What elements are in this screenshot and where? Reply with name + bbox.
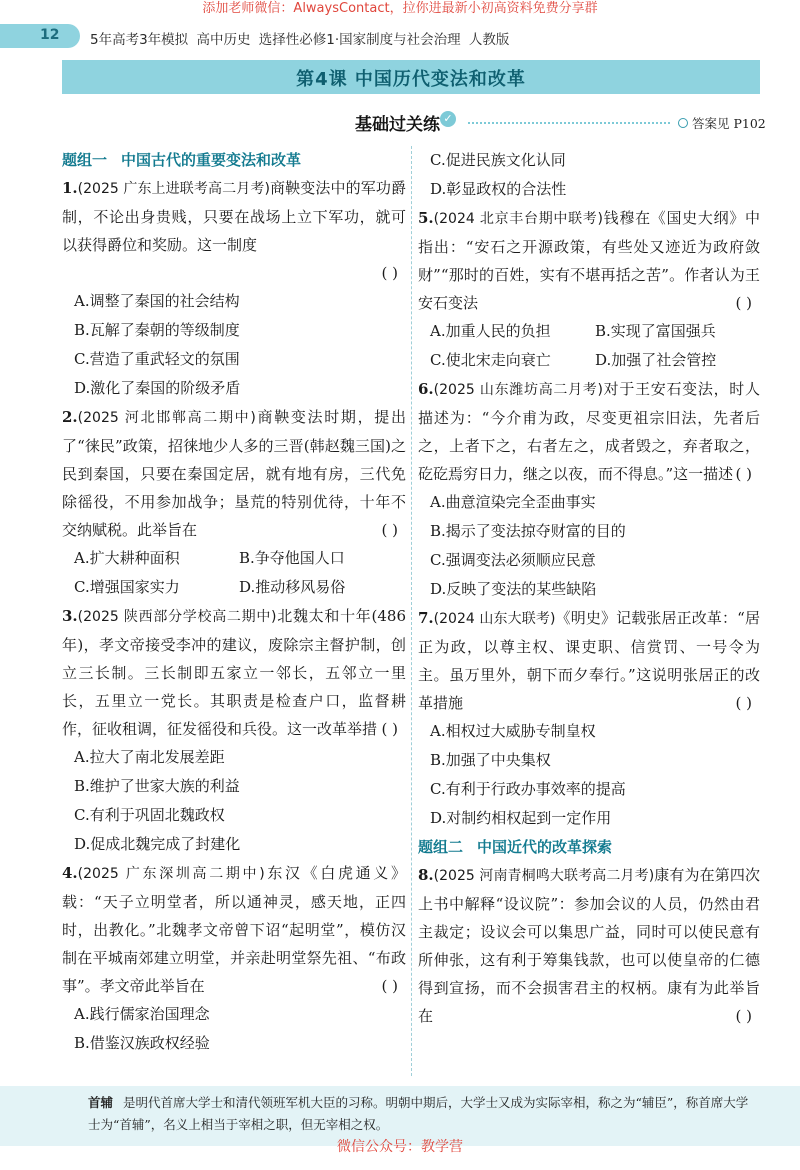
question-number: 5. [418, 209, 434, 227]
option-b[interactable]: B.瓦解了秦朝的等级制度 [74, 321, 240, 339]
answer-blank[interactable]: ( ) [735, 694, 752, 712]
question-source: (2024 山东大联考) [433, 611, 556, 627]
answer-blank[interactable]: ( ) [381, 521, 398, 539]
question-text: 钱穆在《国史大纲》中指出：“安石之开源政策，有些处又迹近为政府敛财”“那时的百姓，实有不堪再括之苦”。作者认为王安石变法 [418, 209, 760, 312]
header-text: 5年高考3年模拟 高中历史 选择性必修1·国家制度与社会治理 人教版 [90, 32, 510, 48]
question-text: 《明史》记载张居正改革：“居正为政，以尊主权、课吏职、信赏罚、一号令为主。虽万里外，朝下而夕奉行。”这说明张居正的改革措施 [418, 609, 760, 712]
option-b[interactable]: B.实现了富国强兵 [595, 322, 716, 340]
option-d[interactable]: D.加强了社会管控 [595, 351, 717, 369]
badge-icon: ✓ [440, 111, 456, 127]
question-text: 康有为在第四次上书中解释“设议院”：参加会议的人员，仍然由君主裁定；设议会可以集思广益，同时可以使民意有所伸张，这有利于筹集钱款，也可以使皇帝的仁德得到宣扬，而不会损害君主的权柄。康有为此举旨在 [418, 866, 760, 1025]
dotted-divider [468, 122, 670, 124]
question-4 [62, 859, 406, 1058]
question-source: (2024 北京丰台期中联考) [433, 211, 603, 227]
option-b[interactable]: B.揭示了变法掠夺财富的目的 [430, 522, 626, 540]
option-d[interactable]: D.对制约相权起到一定作用 [430, 809, 612, 827]
question-number: 6. [418, 380, 434, 398]
group-heading-1 [62, 146, 406, 174]
page-header [0, 24, 800, 48]
option-d[interactable]: D.促成北魏完成了封建化 [74, 835, 241, 853]
question-source: (2025 山东潍坊高二月考) [433, 382, 603, 398]
question-7 [418, 604, 760, 833]
answer-blank[interactable]: ( ) [735, 294, 752, 312]
question-number: 8. [418, 866, 434, 884]
option-d[interactable]: D.反映了变法的某些缺陷 [430, 580, 597, 598]
option-a[interactable]: A.拉大了南北发展差距 [74, 748, 225, 766]
option-d[interactable]: D.彰显政权的合法性 [430, 180, 567, 198]
lesson-title-bar [62, 60, 760, 94]
option-b[interactable]: B.加强了中央集权 [430, 751, 551, 769]
top-watermark: 添加老师微信：AlwaysContact，拉你进最新小初高资料免费分享群 [202, 1, 598, 16]
option-a[interactable]: A.践行儒家治国理念 [74, 1005, 210, 1023]
question-text: 商鞅变法中的军功爵制，不论出身贵贱，只要在战场上立下军功，就可以获得爵位和奖励。这一制度 [62, 179, 406, 254]
option-a[interactable]: A.扩大耕种面积 [74, 549, 180, 567]
search-icon [678, 118, 688, 128]
answer-blank[interactable]: ( ) [381, 720, 398, 738]
question-source: (2025 河南青桐鸣大联考高二月考) [433, 868, 655, 884]
question-1 [62, 174, 406, 403]
option-c[interactable]: C.有利于巩固北魏政权 [74, 806, 225, 824]
question-source: (2025 广东深圳高二期中) [77, 866, 265, 882]
option-c[interactable]: C.营造了重武轻文的氛围 [74, 350, 240, 368]
bottom-watermark: 微信公众号：教学营 [337, 1139, 463, 1155]
question-text: 对于王安石变法，时人描述为：“今介甫为政，尽变更祖宗旧法，先者后之，上者下之，右者左之，成者毁之，弃者取之，矻矻焉穷日力，继之以夜，而不得息。”这一描述 [418, 380, 760, 483]
question-number: 2. [62, 408, 78, 426]
question-text: 北魏太和十年(486年)，孝文帝接受李冲的建议，废除宗主督护制，创立三长制。三长制即五家立一邻长，五邻立一里长，五里立一党长。其职责是检查户口，监督耕作，征收租调，征发徭役和兵役。这一改革举措 [62, 607, 406, 738]
answer-ref-text: 答案见 P102 [692, 116, 766, 131]
answer-blank[interactable]: ( ) [381, 264, 398, 282]
option-d[interactable]: D.激化了秦国的阶级矛盾 [74, 379, 241, 397]
option-a[interactable]: A.曲意渲染完全歪曲事实 [430, 493, 596, 511]
option-c[interactable]: C.促进民族文化认同 [430, 151, 566, 169]
question-5 [418, 204, 760, 375]
question-source: (2025 陕西部分学校高二期中) [77, 609, 277, 625]
option-c[interactable]: C.使北宋走向衰亡 [430, 351, 551, 369]
option-b[interactable]: B.争夺他国人口 [239, 549, 345, 567]
group-heading-2 [418, 833, 760, 861]
question-6 [418, 375, 760, 604]
left-column [62, 146, 406, 1058]
question-source: (2025 广东上进联考高二月考) [77, 181, 270, 197]
question-text: 商鞅变法时期，提出了“徕民”政策，招徕地少人多的三晋(韩赵魏三国)之民到秦国，只要在秦国定居，就有地有房，三代免除徭役，不用参加战争；垦荒的特别优待，十年不交纳赋税。此举旨在 [62, 408, 406, 539]
group-tag: 题组二 [418, 838, 464, 856]
question-number: 3. [62, 607, 78, 625]
question-source: (2025 河北邯郸高二期中) [77, 410, 256, 426]
footnote-text: 是明代首席大学士和清代领班军机大臣的习称。明朝中期后，大学士又成为实际宰相，称之为“辅臣”，称首席大学士为“首辅”，名义上相当于宰相之职，但无宰相之权。 [88, 1095, 749, 1132]
right-column [418, 146, 760, 1030]
question-3 [62, 602, 406, 859]
group-tag: 题组一 [62, 151, 108, 169]
column-divider [411, 146, 412, 1076]
section-header [0, 106, 800, 134]
question-text: 东汉《白虎通义》载：“天子立明堂者，所以通神灵，感天地，正四时，出教化。”北魏孝文帝曾下诏“起明堂”，模仿汉制在平城南郊建立明堂，并亲赴明堂祭先祖、“布政事”。孝文帝此举旨在 [62, 864, 406, 995]
lesson-title: 第4课 中国历代变法和改革 [296, 69, 526, 90]
answer-reference [678, 114, 766, 132]
option-d[interactable]: D.推动移风易俗 [239, 578, 346, 596]
question-number: 7. [418, 609, 434, 627]
option-b[interactable]: B.维护了世家大族的利益 [74, 777, 240, 795]
question-number: 4. [62, 864, 78, 882]
answer-blank[interactable]: ( ) [381, 977, 398, 995]
answer-blank[interactable]: ( ) [735, 1007, 752, 1025]
option-c[interactable]: C.有利于行政办事效率的提高 [430, 780, 626, 798]
option-c[interactable]: C.增强国家实力 [74, 578, 180, 596]
option-b[interactable]: B.借鉴汉族政权经验 [74, 1034, 210, 1052]
group-title: 中国近代的改革探索 [477, 838, 613, 856]
option-c[interactable]: C.强调变法必须顺应民意 [430, 551, 596, 569]
option-a[interactable]: A.调整了秦国的社会结构 [74, 292, 240, 310]
question-2 [62, 403, 406, 602]
option-a[interactable]: A.加重人民的负担 [430, 322, 551, 340]
page-number: 12 [40, 27, 60, 43]
question-8 [418, 861, 760, 1030]
section-label: 基础过关练 [355, 115, 440, 135]
footnote-term: 首辅 [88, 1095, 114, 1110]
group-title: 中国古代的重要变法和改革 [121, 151, 302, 169]
question-number: 1. [62, 179, 78, 197]
option-a[interactable]: A.相权过大威胁专制皇权 [430, 722, 596, 740]
answer-blank[interactable]: ( ) [735, 465, 752, 483]
